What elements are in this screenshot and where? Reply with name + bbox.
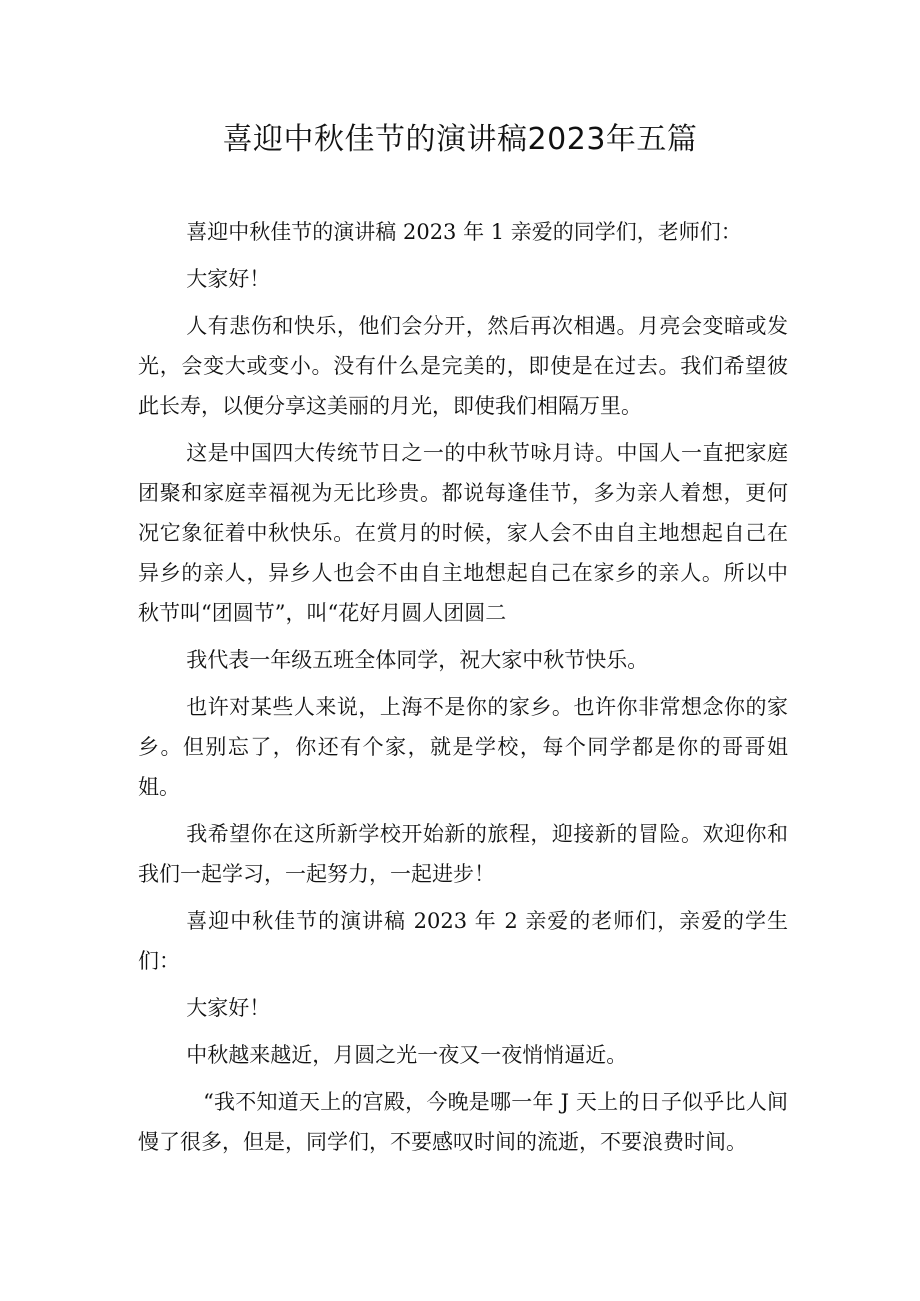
paragraph-new-journey: 我希望你在这所新学校开始新的旅程，迎接新的冒险。欢迎你和我们一起学习，一起努力，一起进步！ [138, 822, 788, 886]
paragraph-speech2-opening: 喜迎中秋佳节的演讲稿 2023 年 2 亲爱的老师们，亲爱的学生们： [138, 909, 788, 973]
paragraph-moon-poem: 人有悲伤和快乐，他们会分开，然后再次相遇。月亮会变暗或发光，会变大或变小。没有什么是完美的，即使是在过去。我们希望彼此长寿，以便分享这美丽的月光，即使我们相隔万里。 [138, 314, 788, 418]
paragraph-greeting-1: 大家好！ [186, 267, 271, 291]
paragraph-class-wishes: 我代表一年级五班全体同学，祝大家中秋节快乐。 [186, 648, 649, 672]
paragraph-speech1-opening: 喜迎中秋佳节的演讲稿 2023 年 1 亲爱的同学们，老师们： [186, 220, 742, 244]
document-title: 喜迎中秋佳节的演讲稿2023年五篇 [222, 122, 698, 157]
document-body [138, 212, 788, 1169]
paragraph-hometown: 也许对某些人来说，上海不是你的家乡。也许你非常想念你的家乡。但别忘了，你还有个家，就是学校，每个同学都是你的哥哥姐姐。 [138, 695, 788, 799]
paragraph-greeting-2: 大家好！ [186, 996, 271, 1020]
paragraph-heavenly-palace-quote: “我不知道天上的宫殿，今晚是哪一年 J 天上的日子似乎比人间慢了很多，但是，同学们，不要感叹时间的流逝，不要浪费时间。 [138, 1090, 788, 1154]
paragraph-mid-autumn-festival: 这是中国四大传统节日之一的中秋节咏月诗。中国人一直把家庭团聚和家庭幸福视为无比珍贵。都说每逢佳节，多为亲人着想，更何况它象征着中秋快乐。在赏月的时候，家人会不由自主地想起自己在异乡的亲人，异乡人也会不由自主地想起自己在家乡的亲人。所以中秋节叫“团圆节”，叫“花好月圆人团圆二 [138, 441, 788, 625]
paragraph-moon-approaching: 中秋越来越近，月圆之光一夜又一夜悄悄逼近。 [186, 1043, 628, 1067]
